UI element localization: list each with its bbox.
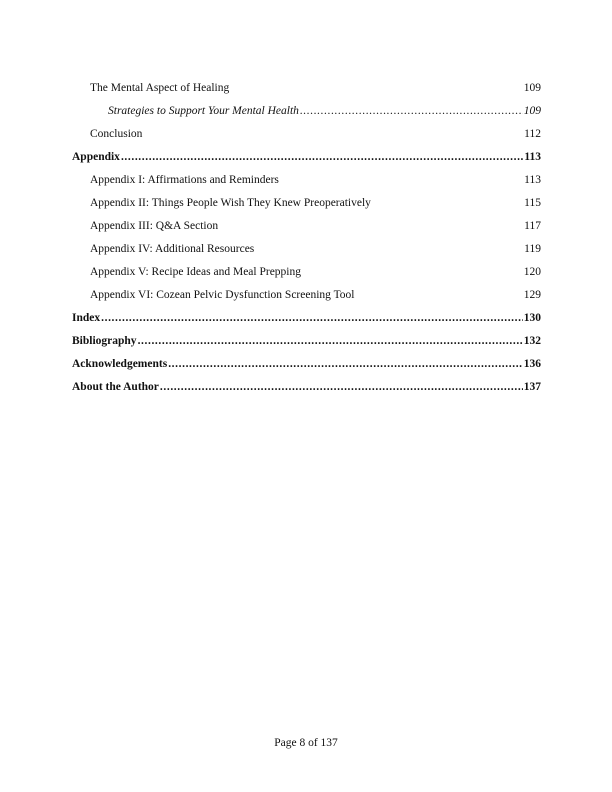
toc-entry-title: The Mental Aspect of Healing [90, 82, 230, 94]
toc-entry-page: 119 [524, 243, 541, 255]
toc-entry-leader [356, 288, 523, 302]
toc-entry-mental-aspect-of-healing[interactable] [72, 72, 541, 95]
toc-entry-leader [280, 173, 523, 187]
toc-entry-title: Conclusion [90, 128, 143, 140]
toc-entry-page: 112 [524, 128, 541, 140]
toc-entry-title: Acknowledgements [72, 358, 168, 370]
toc-entry-appendix-iii[interactable] [72, 210, 541, 233]
toc-entry-page: 120 [523, 266, 541, 278]
toc-entry-leader [372, 196, 523, 210]
toc-entry-leader-dots [138, 334, 523, 348]
toc-entry-page: 109 [523, 105, 541, 117]
toc-entry-leader-dots [121, 150, 523, 164]
toc-entry-appendix-vi[interactable] [72, 279, 541, 302]
toc-entry-appendix-iv[interactable] [72, 233, 541, 256]
toc-entry-leader [255, 242, 523, 256]
toc-entry-title: Appendix III: Q&A Section [90, 220, 219, 232]
toc-entry-leader [219, 219, 523, 233]
toc-entry-page: 130 [523, 312, 541, 324]
toc-entry-title: Bibliography [72, 335, 137, 347]
toc-entry-appendix-v[interactable] [72, 256, 541, 279]
toc-entry-page: 137 [523, 381, 541, 393]
toc-entry-title: Appendix I: Affirmations and Reminders [90, 174, 279, 186]
toc-entry-page: 113 [524, 151, 541, 163]
toc-entry-index[interactable] [72, 302, 541, 325]
toc-entry-appendix-ii[interactable] [72, 187, 541, 210]
toc-entry-title: Appendix V: Recipe Ideas and Meal Prepping [90, 266, 301, 278]
toc-entry-page: 113 [524, 174, 541, 186]
toc-entry-bibliography[interactable] [72, 325, 541, 348]
toc-entry-strategies-mental-health[interactable] [72, 95, 541, 118]
toc-entry-title: Appendix II: Things People Wish They Knew Preoperatively [90, 197, 371, 209]
toc-entry-page: 129 [523, 289, 541, 301]
toc-entry-leader [143, 127, 523, 141]
toc-entry-about-the-author[interactable] [72, 371, 541, 394]
toc-entry-page: 117 [524, 220, 541, 232]
toc-entry-leader-dots [101, 311, 523, 325]
toc-entry-leader [230, 81, 523, 95]
toc-entry-leader-dots [160, 380, 523, 394]
toc-entry-title: About the Author [72, 381, 159, 393]
toc-entry-page: 136 [523, 358, 541, 370]
toc-entry-appendix[interactable] [72, 141, 541, 164]
toc-entry-leader-dots [300, 104, 523, 118]
toc-entry-page: 109 [523, 82, 541, 94]
toc-entry-title: Appendix VI: Cozean Pelvic Dysfunction Screening Tool [90, 289, 355, 301]
table-of-contents [72, 72, 541, 394]
toc-entry-page: 115 [524, 197, 541, 209]
page-number-footer: Page 8 of 137 [274, 737, 338, 749]
toc-entry-page: 132 [523, 335, 541, 347]
toc-entry-title: Strategies to Support Your Mental Health [108, 105, 299, 117]
toc-entry-title: Appendix [72, 151, 120, 163]
toc-entry-acknowledgements[interactable] [72, 348, 541, 371]
toc-entry-conclusion[interactable] [72, 118, 541, 141]
toc-entry-title: Index [72, 312, 101, 324]
toc-entry-appendix-i[interactable] [72, 164, 541, 187]
toc-entry-title: Appendix IV: Additional Resources [90, 243, 255, 255]
toc-entry-leader [302, 265, 523, 279]
toc-entry-leader-dots [168, 357, 523, 371]
